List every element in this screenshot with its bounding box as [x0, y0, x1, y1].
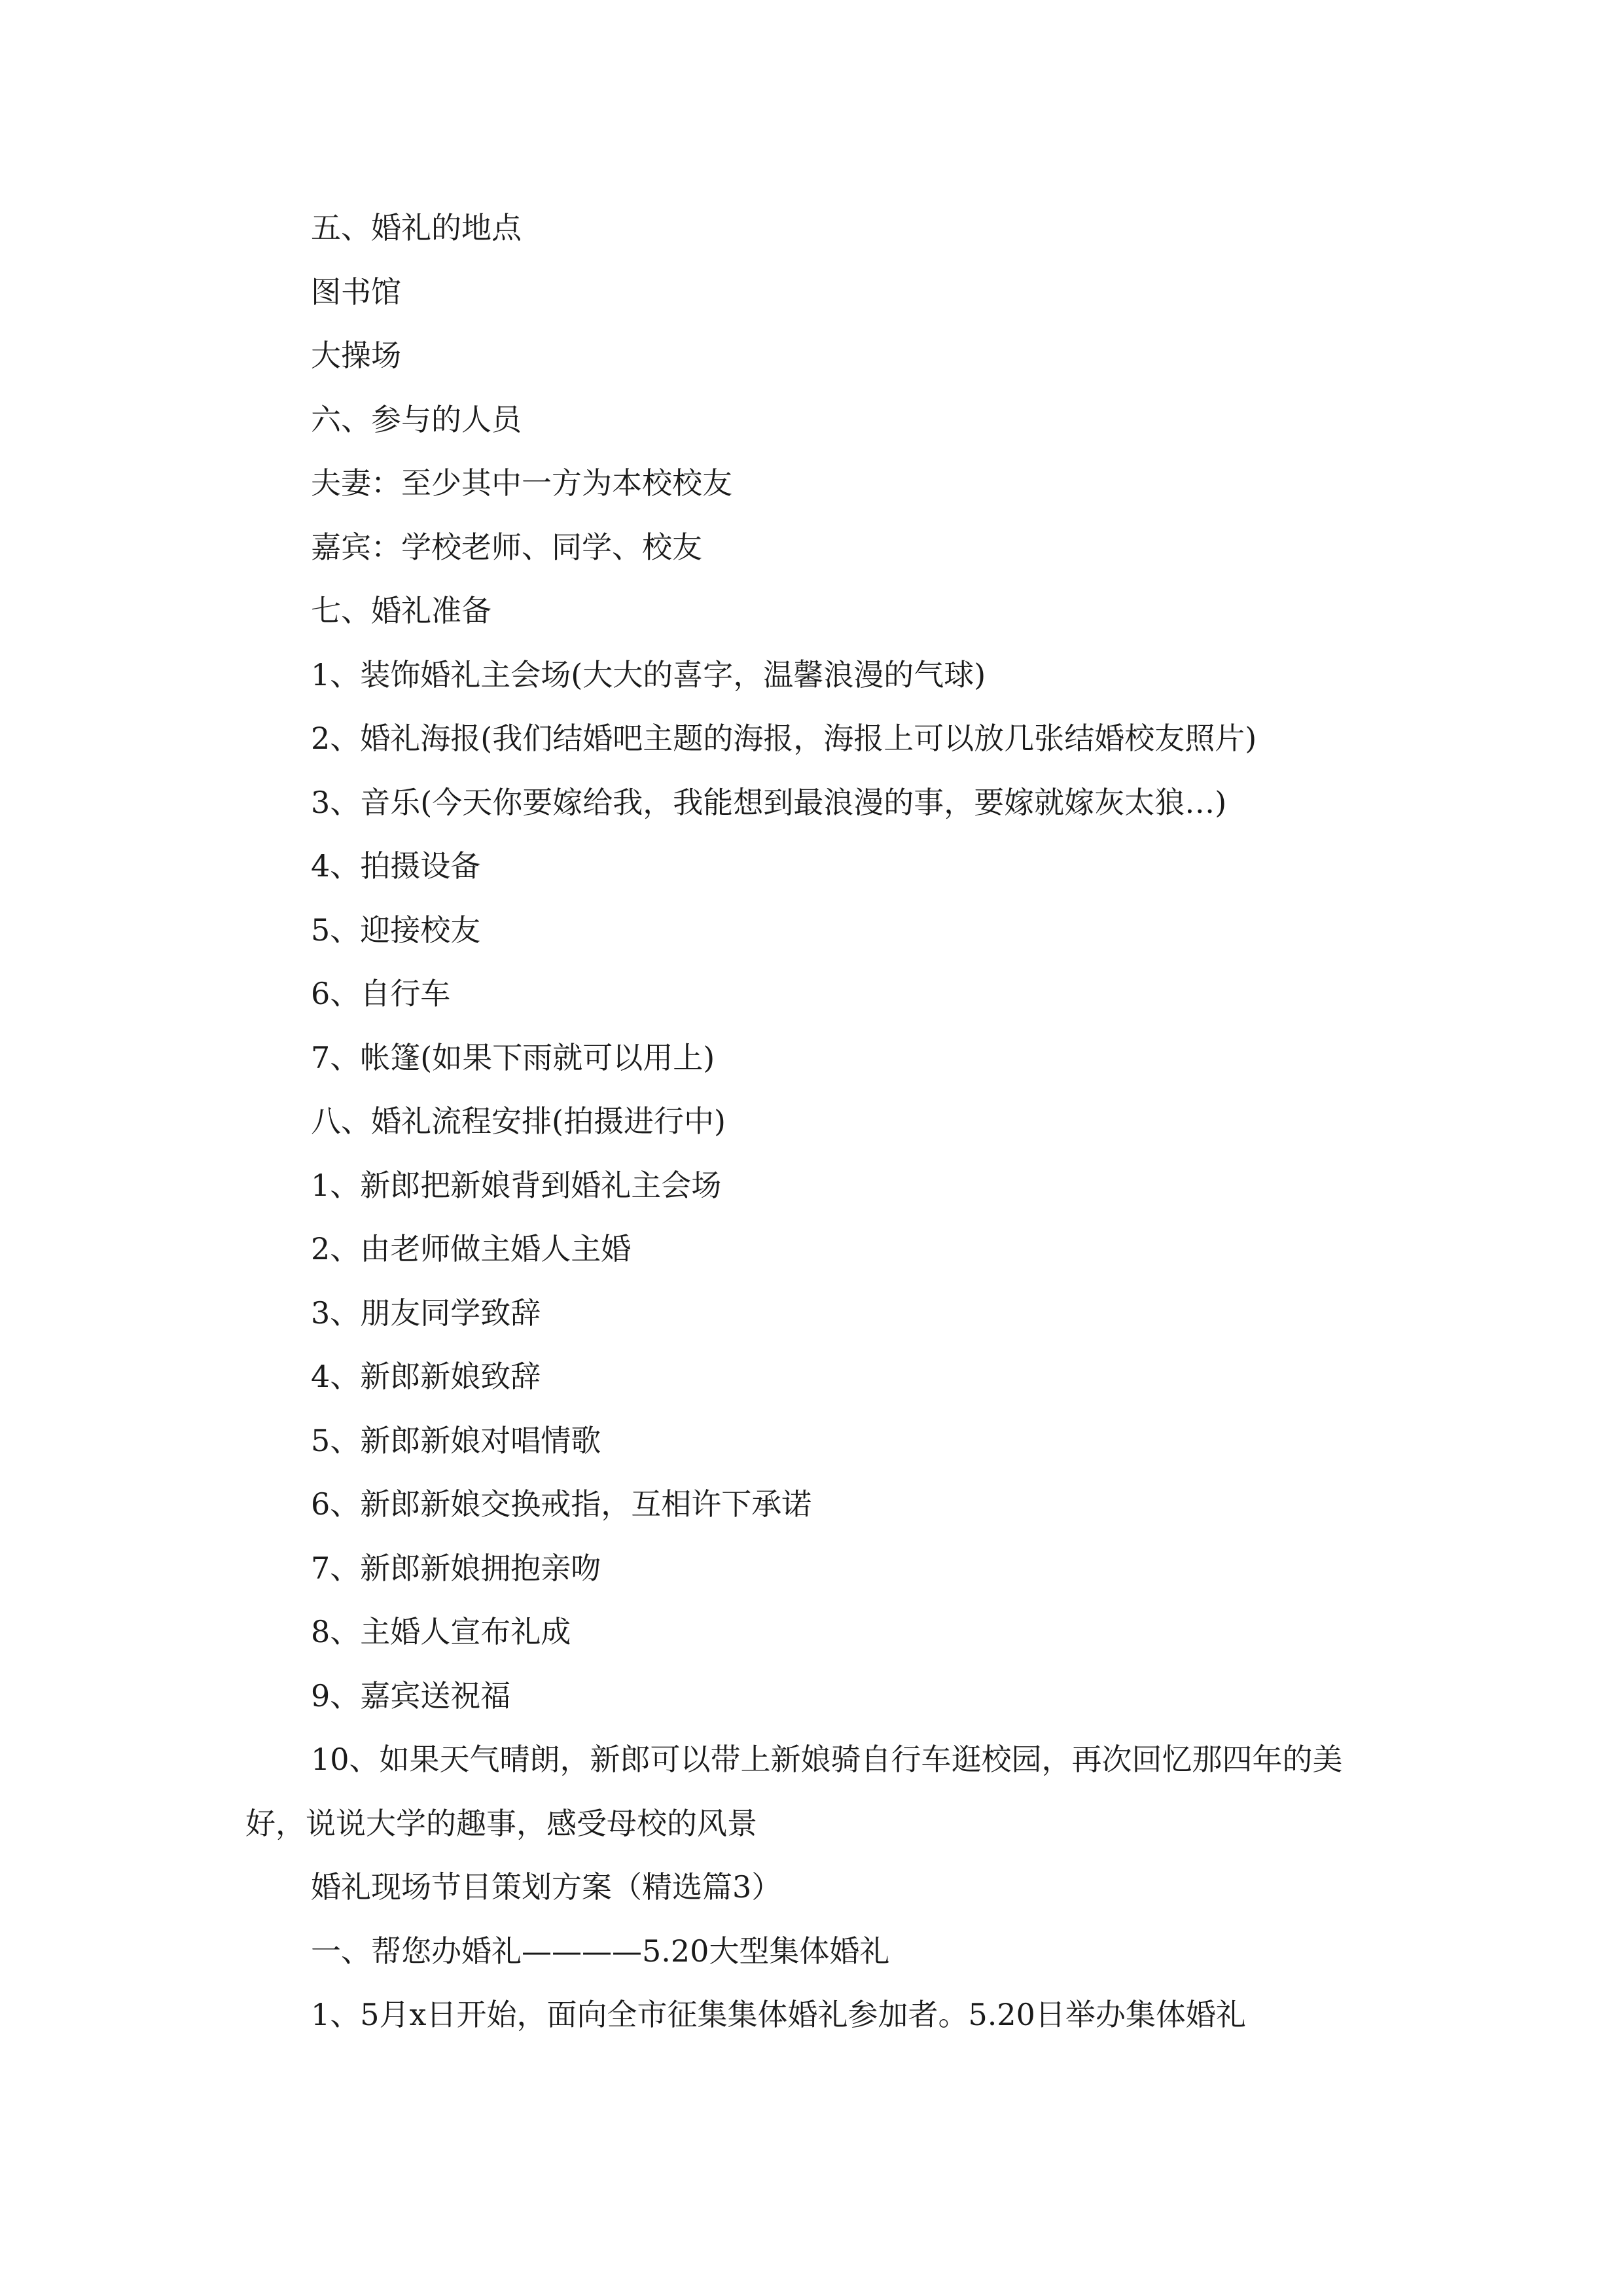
list-item: 6、自行车 [311, 976, 451, 1011]
list-item: 大操场 [311, 338, 401, 373]
document-body [245, 196, 1384, 2047]
list-item: 2、由老师做主婚人主婚 [311, 1231, 632, 1266]
list-item-wrapped: 10、如果天气晴朗，新郎可以带上新娘骑自行车逛校园，再次回忆那四年的美好，说说大学的趣事，感受母校的风景 [245, 1742, 1343, 1841]
list-item: 7、帐篷(如果下雨就可以用上) [311, 1039, 715, 1075]
list-item: 7、新郎新娘拥抱亲吻 [311, 1550, 601, 1586]
list-item: 1、5月x日开始，面向全市征集集体婚礼参加者。5.20日举办集体婚礼 [311, 1997, 1246, 2032]
article-title: 婚礼现场节目策划方案（精选篇3） [311, 1869, 782, 1905]
list-item: 图书馆 [311, 274, 401, 310]
section-heading-procedure: 八、婚礼流程安排(拍摄进行中) [311, 1103, 726, 1139]
list-item: 2、婚礼海报(我们结婚吧主题的海报，海报上可以放几张结婚校友照片) [311, 721, 1257, 756]
list-item: 嘉宾：学校老师、同学、校友 [311, 529, 702, 565]
section-heading-location: 五、婚礼的地点 [311, 210, 522, 245]
list-item: 3、朋友同学致辞 [311, 1295, 541, 1331]
list-item: 4、拍摄设备 [311, 848, 481, 884]
section-heading-preparation: 七、婚礼准备 [311, 593, 491, 628]
list-item: 5、迎接校友 [311, 912, 481, 948]
list-item: 3、音乐(今天你要嫁给我，我能想到最浪漫的事，要嫁就嫁灰太狼…) [311, 784, 1227, 820]
list-item: 4、新郎新娘致辞 [311, 1359, 541, 1394]
list-item: 夫妻：至少其中一方为本校校友 [311, 465, 732, 501]
list-item: 1、装饰婚礼主会场(大大的喜字，温馨浪漫的气球) [311, 656, 986, 692]
list-item: 1、新郎把新娘背到婚礼主会场 [311, 1167, 722, 1203]
list-item: 6、新郎新娘交换戒指，互相许下承诺 [311, 1486, 812, 1522]
list-item: 9、嘉宾送祝福 [311, 1677, 511, 1713]
section-heading-mass-wedding: 一、帮您办婚礼————5.20大型集体婚礼 [311, 1933, 890, 1969]
list-item: 5、新郎新娘对唱情歌 [311, 1422, 601, 1458]
section-heading-participants: 六、参与的人员 [311, 401, 522, 437]
list-item: 8、主婚人宣布礼成 [311, 1614, 571, 1649]
